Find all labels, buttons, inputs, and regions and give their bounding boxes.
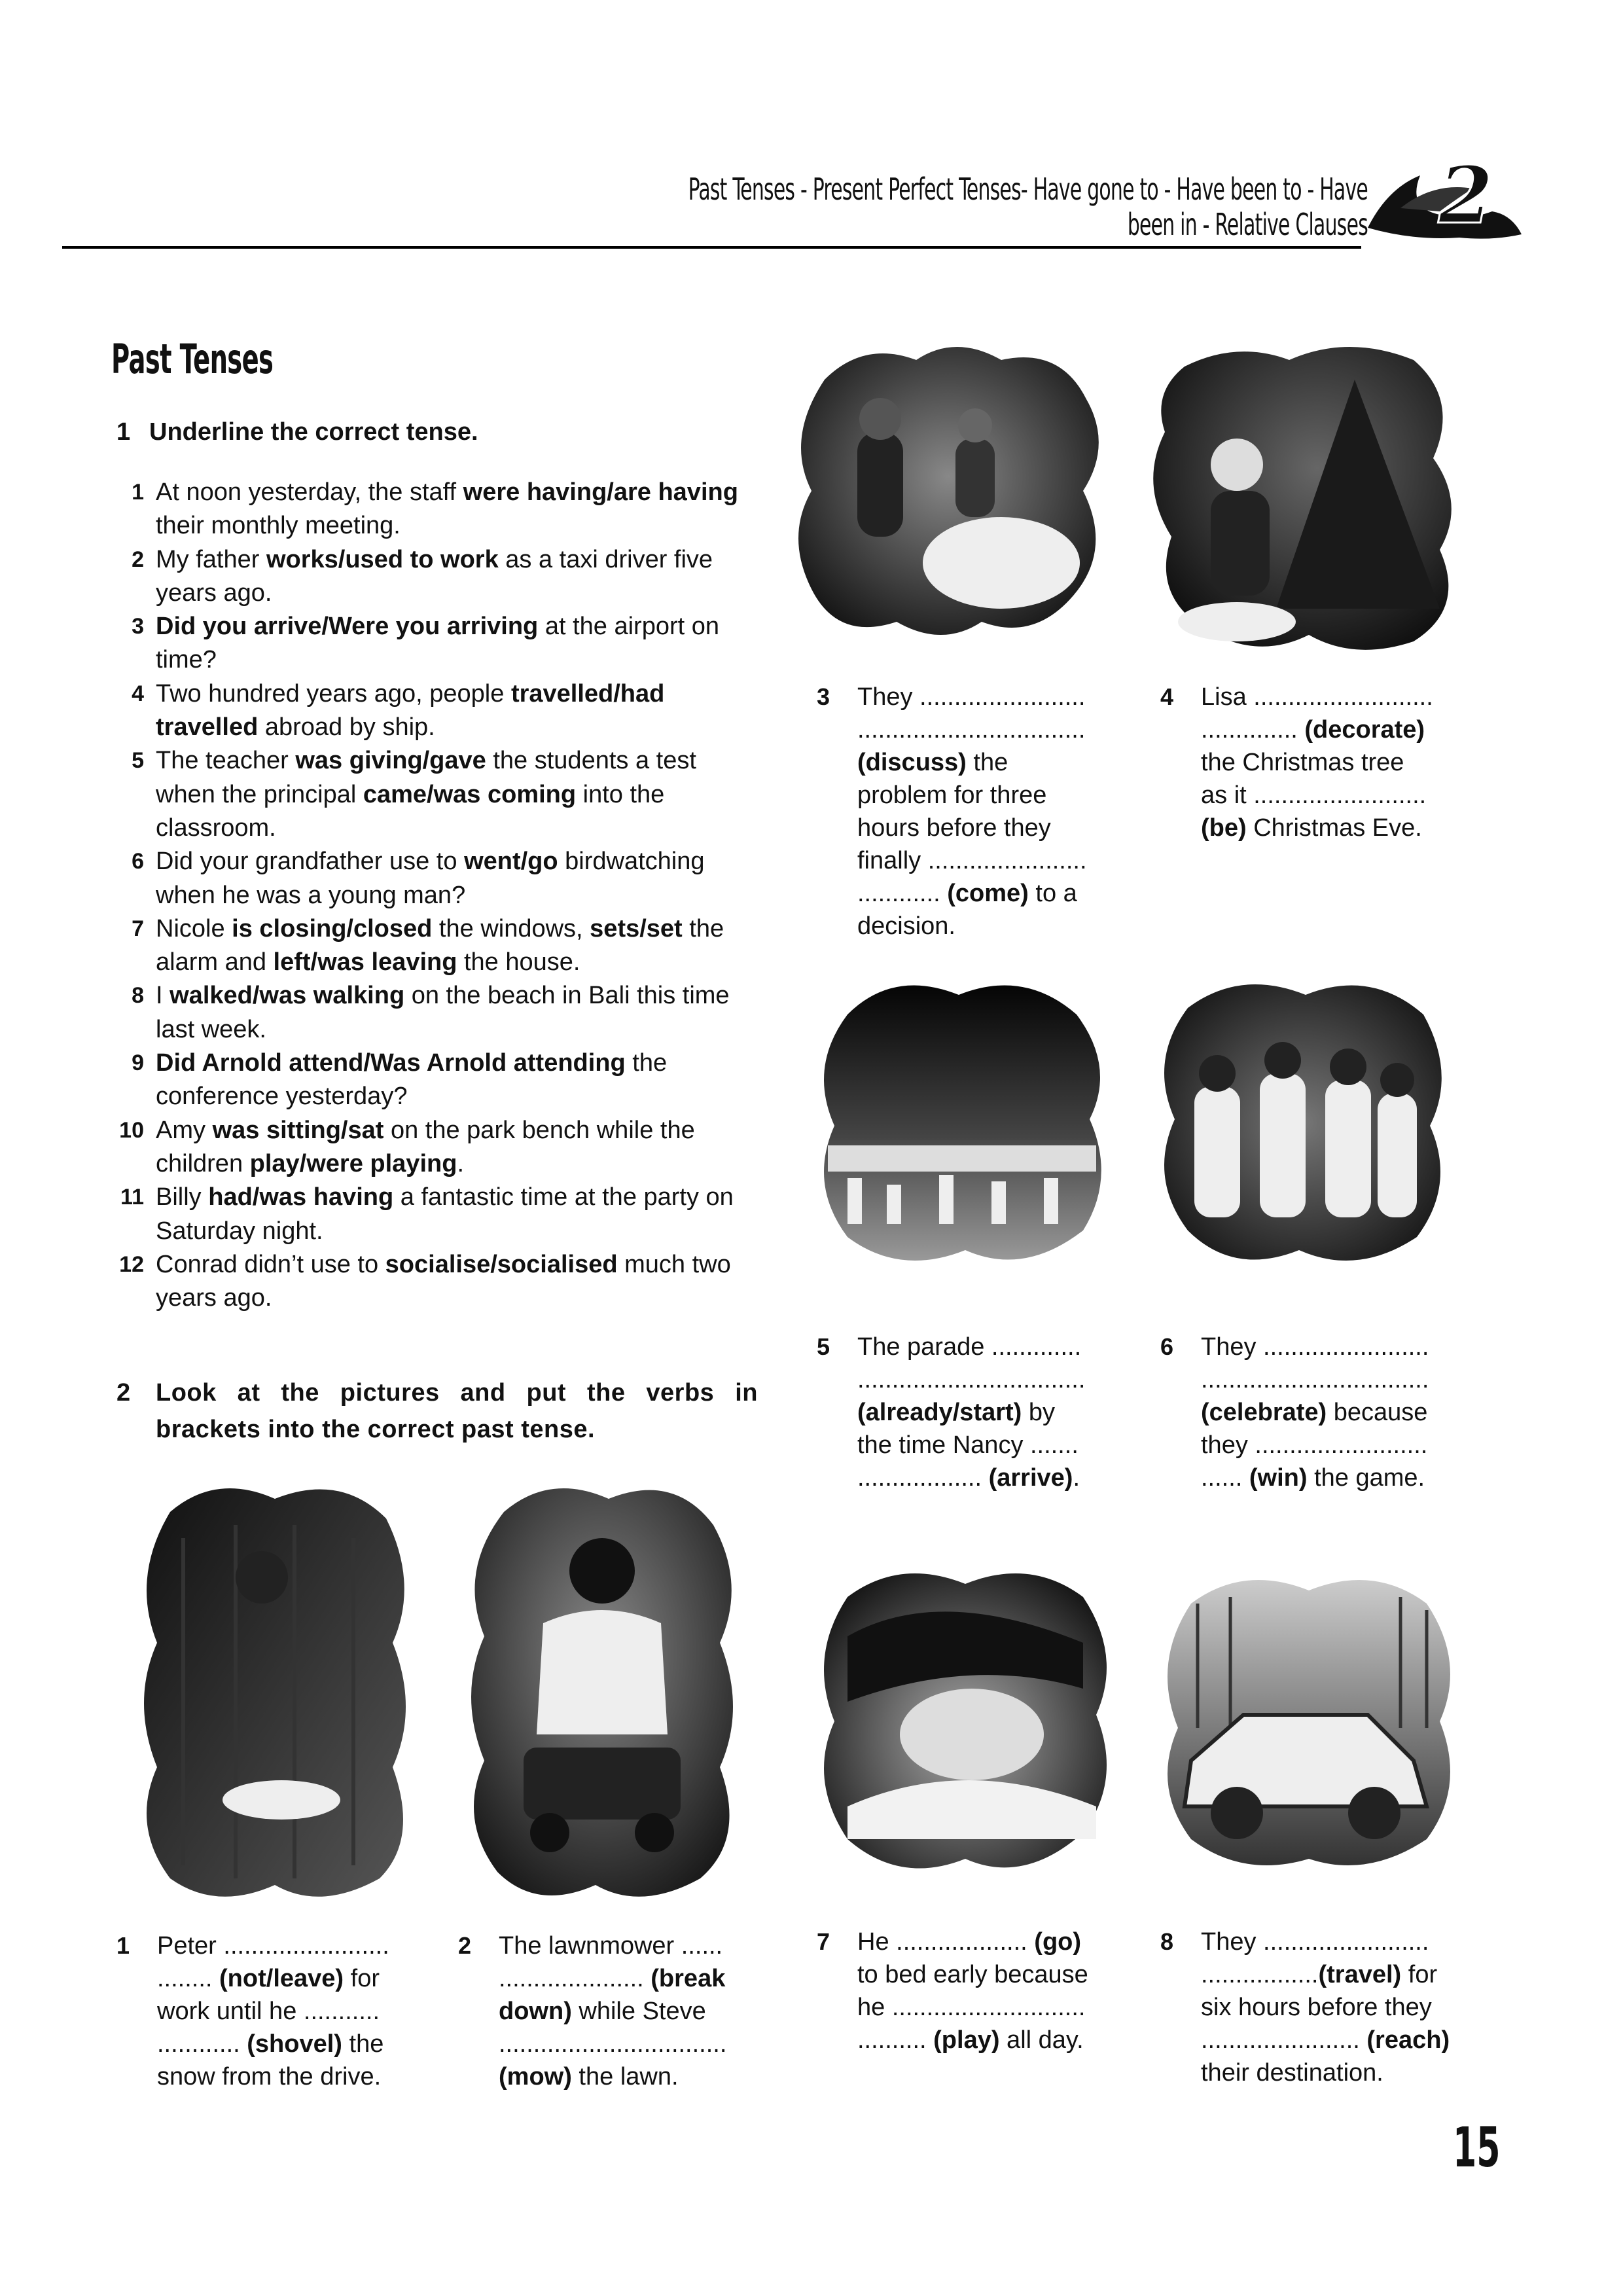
item-number: 9 <box>132 1050 144 1076</box>
item-text: Two hundred years ago, people travelled/had travelled abroad by ship. <box>156 679 665 742</box>
exercise-1-item <box>116 979 758 1047</box>
picture-meeting <box>785 340 1113 648</box>
item-text: At noon yesterday, the staff were having/are having their monthly meeting. <box>156 478 738 540</box>
exercise-1-item <box>116 1181 758 1248</box>
item-number: 1 <box>132 480 144 505</box>
item-number: 2 <box>132 547 144 572</box>
picture-jeep <box>1152 1564 1466 1878</box>
item-number: 11 <box>120 1185 144 1210</box>
page-number: 15 <box>1453 2115 1501 2179</box>
picture-snow <box>131 1473 419 1905</box>
section-title: Past Tenses <box>111 335 274 383</box>
exercise-1-item <box>116 1248 758 1316</box>
exercise-1-item <box>116 912 758 980</box>
item-number: 12 <box>119 1251 144 1277</box>
exercise-1-instruction: 1 Underline the correct tense. <box>116 418 478 446</box>
item-text: Nicole is closing/closed the windows, sets/set the alarm and left/was leaving the house. <box>156 914 724 977</box>
svg-text:2: 2 <box>1438 149 1493 242</box>
item-number: 6 <box>132 849 144 874</box>
item-text: Billy had/was having a fantastic time at the party on Saturday night. <box>156 1183 734 1245</box>
item-number: 8 <box>132 983 144 1009</box>
exercise-1-item <box>116 744 758 845</box>
exercise-1-item <box>116 677 758 745</box>
picture-celebration <box>1149 969 1456 1276</box>
picture-parade <box>808 969 1116 1276</box>
picture-christmas-tree <box>1139 334 1466 655</box>
exercise-1-item <box>116 476 758 543</box>
item-text: Conrad didn’t use to socialise/socialised much two years ago. <box>156 1250 731 1312</box>
exercise-1-items <box>116 476 758 1315</box>
picture-sleeping <box>808 1558 1122 1885</box>
item-text: Did you arrive/Were you arriving at the airport on time? <box>156 613 720 674</box>
item-text: Did your grandfather use to went/go birdwatching when he was a young man? <box>156 848 705 909</box>
item-number: 10 <box>119 1117 144 1143</box>
running-header: Past Tenses - Present Perfect Tenses- Have gone to - Have been to - Have been in - Relative Clauses <box>688 171 1368 242</box>
item-number: 4 <box>132 681 144 706</box>
item-text: I walked/was walking on the beach in Bali this time last week. <box>156 982 730 1043</box>
exercise-1-item <box>116 1114 758 1181</box>
unit-logo-icon <box>1361 149 1525 247</box>
item-number: 5 <box>132 748 144 774</box>
item-text: Amy was sitting/sat on the park bench while the children play/were playing. <box>156 1116 695 1177</box>
exercise-1-item <box>116 610 758 677</box>
item-number: 7 <box>132 916 144 941</box>
item-text: Did Arnold attend/Was Arnold attending the conference yesterday? <box>156 1049 668 1111</box>
item-text: The teacher was giving/gave the students a test when the principal came/was coming into the classroom. <box>156 747 696 842</box>
exercise-1-item <box>116 1047 758 1114</box>
exercise-1-item <box>116 845 758 912</box>
exercise-2-instruction: 2 Look at the pictures and put the verbs in brackets into the correct past tense. <box>116 1379 758 1443</box>
item-text: My father works/used to work as a taxi driver five years ago. <box>156 545 713 607</box>
item-number: 3 <box>132 614 144 639</box>
picture-lawnmower <box>458 1473 746 1905</box>
exercise-1-item <box>116 543 758 611</box>
header-rule <box>62 246 1361 249</box>
